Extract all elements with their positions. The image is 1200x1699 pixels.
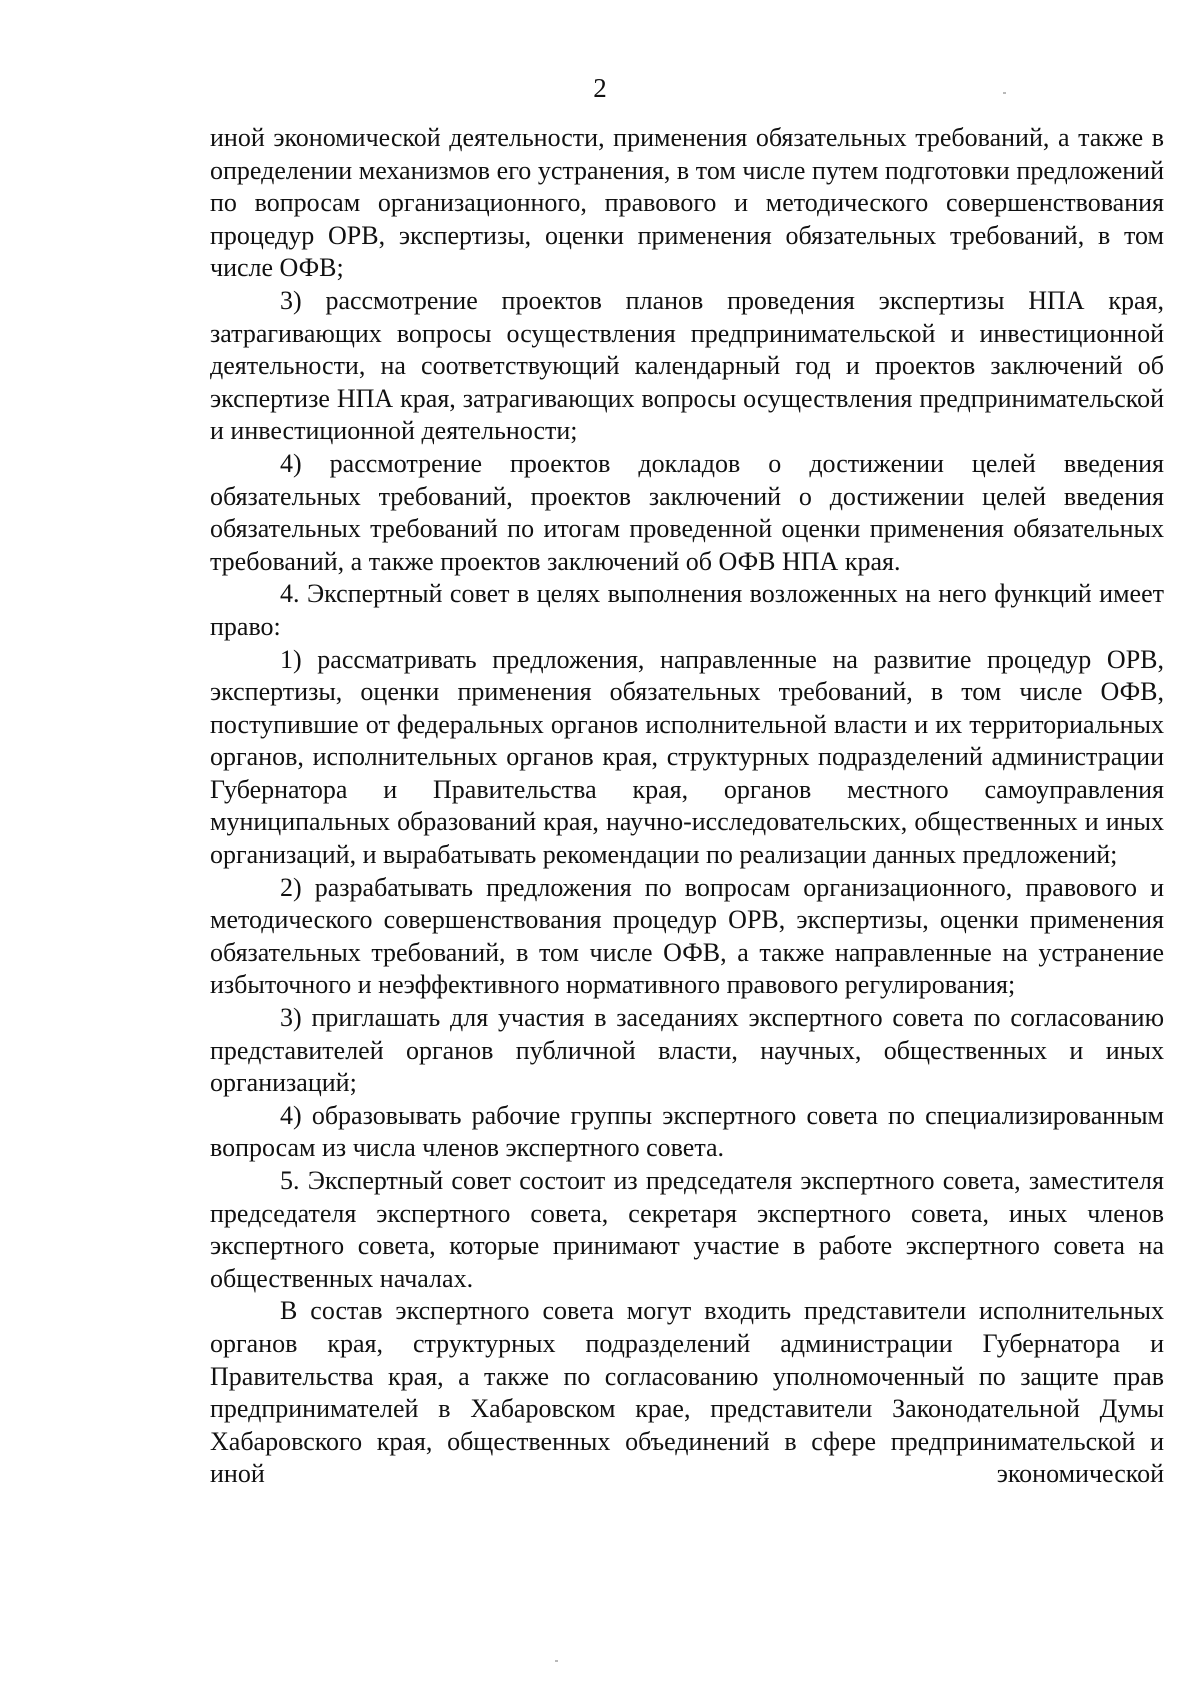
- paragraph-item-4: 4) рассмотрение проектов докладов о достижении целей введения обязательных требований, проектов заключений о достижении целей введения обязательных требований по итогам проведенной оценки применения обязательных требований, а также проектов заключений об ОФВ НПА края.: [210, 448, 1164, 576]
- paragraph-right-4: 4) образовывать рабочие группы экспертного совета по специализированным вопросам из числа членов экспертного совета.: [210, 1100, 1164, 1163]
- paragraph-item-3: 3) рассмотрение проектов планов проведения экспертизы НПА края, затрагивающих вопросы осуществления предпринимательской и инвестиционной деятельности, на соответствующий календарный год и проектов заключений об экспертизе НПА края, затрагивающих вопросы осуществления предпринимательской и инвестиционной деятельности;: [210, 285, 1164, 446]
- scan-artifact: [1003, 92, 1006, 94]
- paragraph-right-2: 2) разрабатывать предложения по вопросам организационного, правового и методического совершенствования процедур ОРВ, экспертизы, оценки применения обязательных требований, в том числе ОФВ, а также направленные на устранение избыточного и неэффективного нормативного правового регулирования;: [210, 872, 1164, 1000]
- document-body: [210, 122, 1164, 1491]
- paragraph-section-5: 5. Экспертный совет состоит из председателя экспертного совета, заместителя председателя экспертного совета, секретаря экспертного совета, иных членов экспертного совета, которые принимают участие в работе экспертного совета на общественных началах.: [210, 1166, 1164, 1293]
- page-number: 2: [593, 73, 607, 103]
- paragraph-continuation: иной экономической деятельности, применения обязательных требований, а также в определении механизмов его устранения, в том числе путем подготовки предложений по вопросам организационного, правового и методического совершенствования процедур ОРВ, экспертизы, оценки применения обязательных требований, в том числе ОФВ;: [210, 123, 1164, 283]
- paragraph-right-3: 3) приглашать для участия в заседаниях экспертного совета по согласованию представителей органов публичной власти, научных, общественных и иных организаций;: [210, 1003, 1164, 1098]
- scan-artifact: [555, 1660, 558, 1662]
- paragraph-section-4: 4. Экспертный совет в целях выполнения возложенных на него функций имеет право:: [210, 579, 1164, 641]
- paragraph-council-composition: В состав экспертного совета могут входить представители исполнительных органов края, структурных подразделений администрации Губернатора и Правительства края, а также по согласованию уполномоченный по защите прав предпринимателей в Хабаровском крае, представители Законодательной Думы Хабаровского края, общественных объединений в сфере предпринимательской и иной экономической: [210, 1296, 1164, 1489]
- paragraph-right-1: 1) рассматривать предложения, направленные на развитие процедур ОРВ, экспертизы, оценки применения обязательных требований, в том числе ОФВ, поступившие от федеральных органов исполнительной власти и их территориальных органов, исполнительных органов края, структурных подразделений администрации Губернатора и Правительства края, органов местного самоуправления муниципальных образований края, научно-исследовательских, общественных и иных организаций, и вырабатывать рекомендации по реализации данных предложений;: [210, 644, 1164, 870]
